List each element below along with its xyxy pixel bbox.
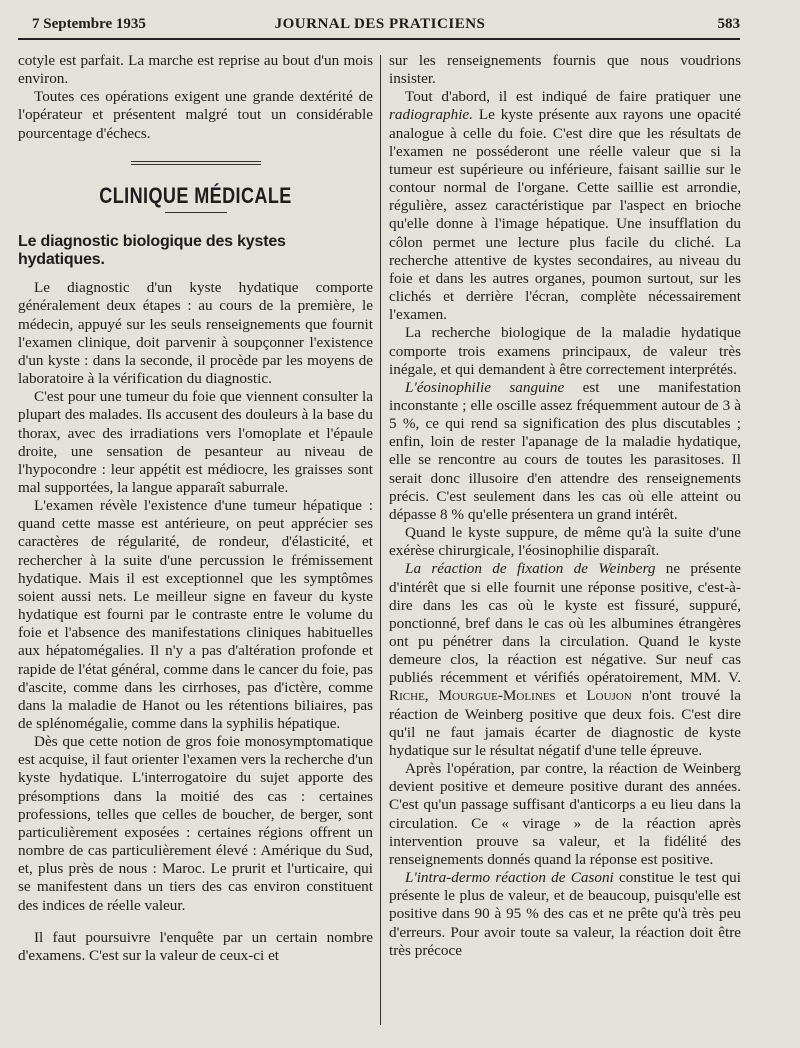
paragraph: L'examen révèle l'existence d'une tumeur hépatique : quand cette masse est antérieure, on peut apprécier ses caractères de régularité, de rondeur, d'élasticité, et rechercher à la suite d'une percussion le frémissement hydatique. Mais il est exceptionnel que les symptômes soient aussi nets. Le meilleur signe en faveur du kyste hydatique est fourni par le contraste entre le volume du foie et l'absence des manifestations cliniques habituelles aux hépatomégalies. Il n'y a pas d'altération profonde et rapide de l'état général, comme dans le cancer du foie, pas d'ascite, comme dans les cirrhoses, pas d'ictère, comme dans la maladie de Hanot ou les rétentions biliaires, pas de splénomégalie, comme dans la syphilis hépatique. (18, 497, 373, 732)
paragraph: cotyle est parfait. La marche est reprise au bout d'un mois environ. (18, 52, 373, 88)
spacer (18, 915, 373, 929)
text-run: , (424, 687, 439, 705)
section-title: CLINIQUE MÉDICALE (99, 182, 292, 208)
author-name: Mourgue-Molines (438, 687, 556, 705)
header-journal-title: JOURNAL DES PRATICIENS (274, 16, 486, 32)
paragraph (389, 379, 741, 524)
author-name: Riche (389, 687, 425, 705)
header-page-number: 583 (717, 16, 740, 32)
paragraph: sur les renseignements fournis que nous voudrions insister. (389, 52, 741, 88)
italic-term: La réaction de fixation de Weinberg (405, 560, 656, 578)
author-name: Loujon (586, 687, 632, 705)
italic-term: L'intra-dermo réaction de Casoni (405, 869, 614, 887)
text-run: ne présente d'intérêt que si elle fournit une réponse positive, c'est-à-dire dans les cas où le kyste est fissuré, suppuré, ponctionné, bref dans le cas où les albumines étrangères ont pu pénétrer dans la circulation. Quand le kyste demeure clos, la réaction est négative. Sur neuf cas publiés récemment et vérifiés opératoirement, MM. V. (389, 560, 741, 687)
header-date: 7 Septembre 1935 (32, 16, 146, 32)
italic-term: L'éosinophilie sanguine (405, 378, 565, 396)
paragraph: Il faut poursuivre l'enquête par un certain nombre d'examens. C'est sur la valeur de ceux-ci et (18, 928, 373, 964)
left-column (18, 52, 373, 965)
text-run: et (555, 687, 587, 705)
italic-term: radiographie. (389, 106, 473, 124)
header-rule (18, 38, 740, 40)
text-run: n'ont trouvé la réaction de Weinberg positive que deux fois. C'est dire qu'il ne faut jamais écarter de diagnostic de kyste hydatique sur le résultat négatif d'une telle épreuve. (389, 687, 742, 759)
text-run: est une manifestation inconstante ; elle oscille assez fréquemment autour de 3 à 5 %, ce qui rend sa signification des plus discutables ; enfin, loin de rester l'apanage de la maladie hydatique, elle se rencontre au cours de toutes les parasitoses. Il serait donc illusoire d'en attendre des renseignements précis. C'est seulement dans les cas où elle atteint ou dépasse 8 % qu'elle présentera un grand intérêt. (389, 378, 741, 523)
text-run: Le kyste présente aux rayons une opacité analogue à celle du foie. C'est dire que les résultats de l'examen ne posséderont une réelle valeur que si la tumeur est supérieure ou inférieure, faisant saillie sur le contour normal de l'organe. Cette saillie est arrondie, régulière, assez caractéristique par l'aspect en brioche qu'elle donne à l'image hépatique. Une insufflation du côlon permet une lecture plus facile du cliché. La recherche attentive de kystes secondaires, au niveau du foie et dans les autres organes, poumon surtout, sur les clichés et derrière l'écran, complète nécessairement l'examen. (389, 106, 741, 324)
paragraph (389, 869, 741, 960)
paragraph: Toutes ces opérations exigent une grande dextérité de l'opérateur et présentent malgré tout un considérable pourcentage d'échecs. (18, 88, 373, 142)
paragraph: Quand le kyste suppure, de même qu'à la suite d'une exérèse chirurgicale, l'éosinophilie disparaît. (389, 524, 741, 560)
section-title-rule (165, 212, 227, 213)
text-run: Tout d'abord, il est indiqué de faire pratiquer une (405, 88, 741, 106)
paragraph (389, 88, 741, 324)
paragraph (389, 560, 741, 760)
paragraph: Dès que cette notion de gros foie monosymptomatique est acquise, il faut orienter l'examen vers la recherche d'un kyste hydatique. L'interrogatoire du sujet apporte des présomptions dans la moitié des cas : certaines professions, telles que celles de boucher, de berger, sont particulièrement exposées : certaines régions offrent un nombre de cas particulièrement élevé : Amérique du Sud, et, plus près de nous : Maroc. Le prurit et l'urticaire, qui se manifestent dans un tiers des cas environ constituent des indices de réelle valeur. (18, 733, 373, 914)
running-header (20, 14, 740, 38)
paragraph: Après l'opération, par contre, la réaction de Weinberg devient positive et demeure positive durant des années. C'est qu'un passage suffisant d'anticorps a eu lieu dans la circulation. Ce « virage » de la réaction après intervention prouve sa valeur, et la fidélité des renseignements donnés quand la réponse est positive. (389, 760, 741, 868)
column-divider (380, 55, 381, 1025)
right-column (389, 52, 741, 960)
text-run: constitue le test qui présente le plus de valeur, et de beaucoup, puisqu'elle est positive dans 90 à 95 % des cas et ne prête qu'à très peu d'erreurs. Pour avoir toute sa valeur, la réaction doit être très précoce (389, 869, 741, 959)
section-divider (131, 161, 261, 165)
paragraph: Le diagnostic d'un kyste hydatique comporte généralement deux étapes : au cours de la première, le médecin, appuyé sur les seuls renseignements que fournit l'examen clinique, doit parvenir à soupçonner l'existence d'un kyste : dans la seconde, il procède par les moyens de laboratoire à la vérification du diagnostic. (18, 279, 373, 388)
paragraph: C'est pour une tumeur du foie que viennent consulter la plupart des malades. Ils accusent des douleurs à la base du thorax, avec des irradiations vers l'omoplate et l'épaule droite, une sensation de pesanteur au niveau de l'hypocondre : leur appétit est médiocre, les graisses sont mal supportées, la langue apparaît saburrale. (18, 388, 373, 496)
paragraph: La recherche biologique de la maladie hydatique comporte trois examens principaux, de valeur très inégale, et qui demandent à être correctement interprétés. (389, 324, 741, 378)
article-title: Le diagnostic biologique des kystes hydatiques. (18, 232, 286, 269)
